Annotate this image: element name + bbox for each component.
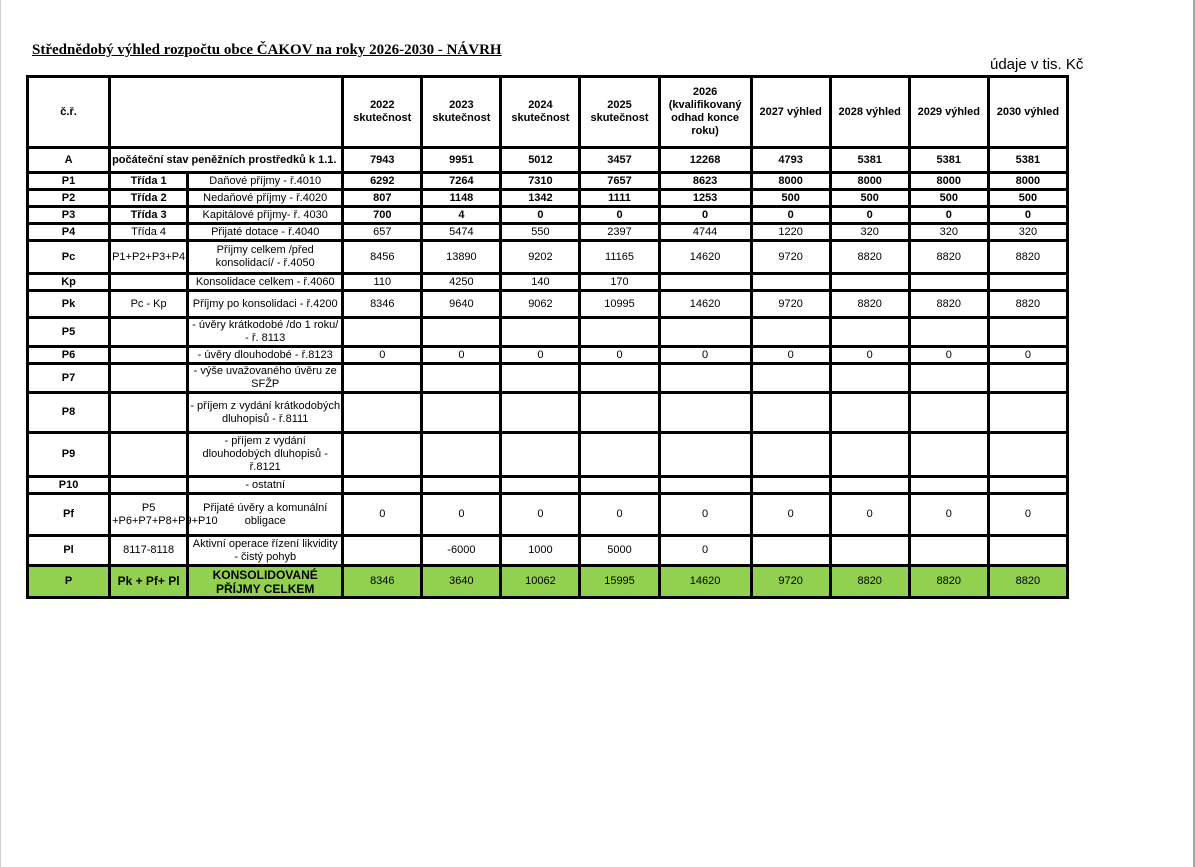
cell-2023: -6000 bbox=[422, 536, 501, 566]
cell-2024: 0 bbox=[501, 207, 580, 224]
cell-2026 bbox=[659, 433, 751, 477]
cell-2029 bbox=[909, 477, 988, 494]
cell-2022 bbox=[343, 536, 422, 566]
row-code: P5 bbox=[28, 318, 110, 347]
row-class bbox=[110, 393, 188, 433]
cell-2025: 15995 bbox=[580, 566, 659, 598]
cell-2029: 0 bbox=[909, 347, 988, 364]
cell-2027 bbox=[751, 477, 830, 494]
row-label: Daňové příjmy - ř.4010 bbox=[188, 173, 343, 190]
row-code: Kp bbox=[28, 274, 110, 291]
cell-2024 bbox=[501, 364, 580, 393]
cell-2028 bbox=[830, 318, 909, 347]
cell-2022 bbox=[343, 477, 422, 494]
cell-2030: 8000 bbox=[988, 173, 1067, 190]
cell-2029 bbox=[909, 364, 988, 393]
cell-2030 bbox=[988, 536, 1067, 566]
cell-2026: 14620 bbox=[659, 241, 751, 274]
row-code: Pl bbox=[28, 536, 110, 566]
page-left-edge bbox=[0, 0, 1, 867]
cell-2026: 0 bbox=[659, 494, 751, 536]
cell-2024 bbox=[501, 318, 580, 347]
cell-2028: 320 bbox=[830, 224, 909, 241]
row-label: Kapitálové příjmy- ř. 4030 bbox=[188, 207, 343, 224]
cell-2026 bbox=[659, 274, 751, 291]
cell-2027: 9720 bbox=[751, 241, 830, 274]
cell-2028: 0 bbox=[830, 494, 909, 536]
row-label: - ostatní bbox=[188, 477, 343, 494]
cell-2028: 8820 bbox=[830, 566, 909, 598]
row-class: Třída 3 bbox=[110, 207, 188, 224]
cell-2025: 3457 bbox=[580, 148, 659, 173]
row-label: Příjmy celkem /před konsolidací/ - ř.4050 bbox=[188, 241, 343, 274]
row-code: P2 bbox=[28, 190, 110, 207]
cell-2029 bbox=[909, 274, 988, 291]
cell-2022: 657 bbox=[343, 224, 422, 241]
row-pc bbox=[28, 241, 1068, 274]
cell-2025 bbox=[580, 477, 659, 494]
cell-2028 bbox=[830, 477, 909, 494]
cell-2024 bbox=[501, 477, 580, 494]
cell-2025 bbox=[580, 433, 659, 477]
cell-2028: 5381 bbox=[830, 148, 909, 173]
row-kp bbox=[28, 274, 1068, 291]
cell-2026: 8623 bbox=[659, 173, 751, 190]
cell-2023: 9640 bbox=[422, 291, 501, 318]
cell-2023: 1148 bbox=[422, 190, 501, 207]
header-2026: 2026 (kvalifikovaný odhad konce roku) bbox=[659, 77, 751, 148]
cell-2026: 1253 bbox=[659, 190, 751, 207]
header-2030: 2030 výhled bbox=[988, 77, 1067, 148]
cell-2025: 0 bbox=[580, 347, 659, 364]
cell-2027: 0 bbox=[751, 207, 830, 224]
row-class bbox=[110, 477, 188, 494]
document-title: Střednědobý výhled rozpočtu obce ČAKOV na roky 2026-2030 - NÁVRH bbox=[32, 42, 502, 58]
cell-2029: 0 bbox=[909, 207, 988, 224]
header-blank bbox=[110, 77, 343, 148]
cell-2025: 0 bbox=[580, 494, 659, 536]
row-p2 bbox=[28, 190, 1068, 207]
cell-2023 bbox=[422, 477, 501, 494]
row-label: Konsolidace celkem - ř.4060 bbox=[188, 274, 343, 291]
cell-2030: 8820 bbox=[988, 566, 1067, 598]
row-class: Pk + Pf+ Pl bbox=[110, 566, 188, 598]
cell-2024: 5012 bbox=[501, 148, 580, 173]
row-p1 bbox=[28, 173, 1068, 190]
cell-2026 bbox=[659, 318, 751, 347]
cell-2026: 0 bbox=[659, 207, 751, 224]
cell-2024: 9202 bbox=[501, 241, 580, 274]
cell-2026 bbox=[659, 393, 751, 433]
cell-2027 bbox=[751, 364, 830, 393]
cell-2025: 2397 bbox=[580, 224, 659, 241]
cell-2026: 4744 bbox=[659, 224, 751, 241]
cell-2024: 1000 bbox=[501, 536, 580, 566]
cell-2023 bbox=[422, 433, 501, 477]
cell-2029: 8000 bbox=[909, 173, 988, 190]
header-2023: 2023 skutečnost bbox=[422, 77, 501, 148]
cell-2024 bbox=[501, 393, 580, 433]
cell-2030 bbox=[988, 364, 1067, 393]
cell-2022 bbox=[343, 393, 422, 433]
row-label: KONSOLIDOVANÉ PŘÍJMY CELKEM bbox=[188, 566, 343, 598]
cell-2024: 7310 bbox=[501, 173, 580, 190]
cell-2029: 320 bbox=[909, 224, 988, 241]
cell-2026 bbox=[659, 364, 751, 393]
row-p bbox=[28, 566, 1068, 598]
row-label: Přijaté úvěry a komunální obligace bbox=[188, 494, 343, 536]
cell-2030: 320 bbox=[988, 224, 1067, 241]
cell-2023 bbox=[422, 393, 501, 433]
row-label: počáteční stav peněžních prostředků k 1.1. bbox=[110, 148, 343, 173]
cell-2030 bbox=[988, 393, 1067, 433]
header-2028: 2028 výhled bbox=[830, 77, 909, 148]
row-p3 bbox=[28, 207, 1068, 224]
row-class bbox=[110, 274, 188, 291]
cell-2029: 8820 bbox=[909, 291, 988, 318]
cell-2029: 0 bbox=[909, 494, 988, 536]
cell-2022 bbox=[343, 318, 422, 347]
row-class: P1+P2+P3+P4 bbox=[110, 241, 188, 274]
row-p9 bbox=[28, 433, 1068, 477]
cell-2024: 0 bbox=[501, 347, 580, 364]
cell-2028 bbox=[830, 536, 909, 566]
row-pl bbox=[28, 536, 1068, 566]
row-label: - úvěry dlouhodobé - ř.8123 bbox=[188, 347, 343, 364]
row-class bbox=[110, 318, 188, 347]
row-p5 bbox=[28, 318, 1068, 347]
cell-2028 bbox=[830, 364, 909, 393]
cell-2029 bbox=[909, 433, 988, 477]
row-pf bbox=[28, 494, 1068, 536]
cell-2027: 0 bbox=[751, 494, 830, 536]
cell-2025: 11165 bbox=[580, 241, 659, 274]
cell-2023: 9951 bbox=[422, 148, 501, 173]
header-row-number: č.ř. bbox=[28, 77, 110, 148]
cell-2025 bbox=[580, 393, 659, 433]
cell-2023: 7264 bbox=[422, 173, 501, 190]
row-code: P9 bbox=[28, 433, 110, 477]
cell-2022: 7943 bbox=[343, 148, 422, 173]
cell-2030 bbox=[988, 433, 1067, 477]
row-code: P8 bbox=[28, 393, 110, 433]
cell-2025: 170 bbox=[580, 274, 659, 291]
row-label: - výše uvažovaného úvěru ze SFŽP bbox=[188, 364, 343, 393]
row-label: Přijaté dotace - ř.4040 bbox=[188, 224, 343, 241]
row-p7 bbox=[28, 364, 1068, 393]
row-class: Třída 1 bbox=[110, 173, 188, 190]
row-class: Třída 4 bbox=[110, 224, 188, 241]
cell-2030 bbox=[988, 274, 1067, 291]
cell-2023: 4 bbox=[422, 207, 501, 224]
row-code: A bbox=[28, 148, 110, 173]
row-label: - příjem z vydání dlouhodobých dluhopisů - ř.8121 bbox=[188, 433, 343, 477]
cell-2025: 0 bbox=[580, 207, 659, 224]
cell-2025 bbox=[580, 318, 659, 347]
cell-2030: 8820 bbox=[988, 241, 1067, 274]
cell-2024 bbox=[501, 433, 580, 477]
cell-2023: 4250 bbox=[422, 274, 501, 291]
cell-2026: 0 bbox=[659, 536, 751, 566]
cell-2022 bbox=[343, 433, 422, 477]
row-class: Třída 2 bbox=[110, 190, 188, 207]
row-label: - úvěry krátkodobé /do 1 roku/ - ř. 8113 bbox=[188, 318, 343, 347]
cell-2028: 8000 bbox=[830, 173, 909, 190]
cell-2023 bbox=[422, 364, 501, 393]
cell-2027: 9720 bbox=[751, 566, 830, 598]
row-code: Pk bbox=[28, 291, 110, 318]
row-p8 bbox=[28, 393, 1068, 433]
cell-2028 bbox=[830, 433, 909, 477]
cell-2024: 1342 bbox=[501, 190, 580, 207]
header-2029: 2029 výhled bbox=[909, 77, 988, 148]
cell-2024: 140 bbox=[501, 274, 580, 291]
cell-2029: 8820 bbox=[909, 566, 988, 598]
cell-2030: 8820 bbox=[988, 291, 1067, 318]
cell-2026: 14620 bbox=[659, 566, 751, 598]
cell-2030: 0 bbox=[988, 347, 1067, 364]
cell-2025 bbox=[580, 364, 659, 393]
cell-2030: 0 bbox=[988, 494, 1067, 536]
header-2022: 2022 skutečnost bbox=[343, 77, 422, 148]
row-label: Aktivní operace řízení likvidity - čistý pohyb bbox=[188, 536, 343, 566]
cell-2027 bbox=[751, 393, 830, 433]
cell-2029: 500 bbox=[909, 190, 988, 207]
row-code: P6 bbox=[28, 347, 110, 364]
header-2024: 2024 skutečnost bbox=[501, 77, 580, 148]
cell-2022: 8456 bbox=[343, 241, 422, 274]
cell-2027 bbox=[751, 536, 830, 566]
cell-2029 bbox=[909, 318, 988, 347]
cell-2027: 4793 bbox=[751, 148, 830, 173]
row-label: Příjmy po konsolidaci - ř.4200 bbox=[188, 291, 343, 318]
cell-2027 bbox=[751, 318, 830, 347]
row-code: P10 bbox=[28, 477, 110, 494]
cell-2022: 8346 bbox=[343, 291, 422, 318]
cell-2025: 7657 bbox=[580, 173, 659, 190]
cell-2027: 500 bbox=[751, 190, 830, 207]
cell-2027 bbox=[751, 433, 830, 477]
cell-2027: 9720 bbox=[751, 291, 830, 318]
row-class bbox=[110, 347, 188, 364]
cell-2025: 5000 bbox=[580, 536, 659, 566]
cell-2030: 500 bbox=[988, 190, 1067, 207]
cell-2022: 8346 bbox=[343, 566, 422, 598]
row-A bbox=[28, 148, 1068, 173]
cell-2029: 8820 bbox=[909, 241, 988, 274]
cell-2024: 550 bbox=[501, 224, 580, 241]
cell-2023: 13890 bbox=[422, 241, 501, 274]
cell-2028: 0 bbox=[830, 347, 909, 364]
row-class: 8117-8118 bbox=[110, 536, 188, 566]
cell-2030 bbox=[988, 477, 1067, 494]
row-code: P bbox=[28, 566, 110, 598]
row-label: - příjem z vydání krátkodobých dluhopisů - ř.8111 bbox=[188, 393, 343, 433]
cell-2023: 5474 bbox=[422, 224, 501, 241]
cell-2027: 0 bbox=[751, 347, 830, 364]
budget-table bbox=[26, 75, 1069, 599]
cell-2027: 8000 bbox=[751, 173, 830, 190]
cell-2026 bbox=[659, 477, 751, 494]
cell-2028: 500 bbox=[830, 190, 909, 207]
row-class bbox=[110, 433, 188, 477]
row-label: Nedaňové příjmy - ř.4020 bbox=[188, 190, 343, 207]
row-code: P3 bbox=[28, 207, 110, 224]
cell-2022: 0 bbox=[343, 347, 422, 364]
row-class: P5 +P6+P7+P8+P9+P10 bbox=[110, 494, 188, 536]
cell-2022: 700 bbox=[343, 207, 422, 224]
cell-2028: 0 bbox=[830, 207, 909, 224]
cell-2027 bbox=[751, 274, 830, 291]
cell-2029 bbox=[909, 393, 988, 433]
row-class bbox=[110, 364, 188, 393]
cell-2030: 0 bbox=[988, 207, 1067, 224]
cell-2022: 6292 bbox=[343, 173, 422, 190]
row-code: P7 bbox=[28, 364, 110, 393]
row-p4 bbox=[28, 224, 1068, 241]
cell-2025: 10995 bbox=[580, 291, 659, 318]
header-row bbox=[28, 77, 1068, 148]
cell-2022 bbox=[343, 364, 422, 393]
row-class: Pc - Kp bbox=[110, 291, 188, 318]
row-pk bbox=[28, 291, 1068, 318]
cell-2023 bbox=[422, 318, 501, 347]
cell-2028: 8820 bbox=[830, 291, 909, 318]
cell-2022: 0 bbox=[343, 494, 422, 536]
cell-2029 bbox=[909, 536, 988, 566]
cell-2026: 14620 bbox=[659, 291, 751, 318]
cell-2025: 1111 bbox=[580, 190, 659, 207]
cell-2024: 0 bbox=[501, 494, 580, 536]
cell-2022: 110 bbox=[343, 274, 422, 291]
cell-2027: 1220 bbox=[751, 224, 830, 241]
cell-2028: 8820 bbox=[830, 241, 909, 274]
cell-2030 bbox=[988, 318, 1067, 347]
cell-2022: 807 bbox=[343, 190, 422, 207]
cell-2028 bbox=[830, 274, 909, 291]
cell-2029: 5381 bbox=[909, 148, 988, 173]
cell-2026: 12268 bbox=[659, 148, 751, 173]
units-note: údaje v tis. Kč bbox=[990, 56, 1084, 73]
cell-2023: 0 bbox=[422, 494, 501, 536]
header-2027: 2027 výhled bbox=[751, 77, 830, 148]
row-p6 bbox=[28, 347, 1068, 364]
cell-2028 bbox=[830, 393, 909, 433]
row-code: Pc bbox=[28, 241, 110, 274]
row-code: P1 bbox=[28, 173, 110, 190]
row-code: P4 bbox=[28, 224, 110, 241]
cell-2023: 3640 bbox=[422, 566, 501, 598]
header-2025: 2025 skutečnost bbox=[580, 77, 659, 148]
row-p10 bbox=[28, 477, 1068, 494]
row-code: Pf bbox=[28, 494, 110, 536]
cell-2024: 10062 bbox=[501, 566, 580, 598]
cell-2026: 0 bbox=[659, 347, 751, 364]
cell-2030: 5381 bbox=[988, 148, 1067, 173]
cell-2024: 9062 bbox=[501, 291, 580, 318]
cell-2023: 0 bbox=[422, 347, 501, 364]
